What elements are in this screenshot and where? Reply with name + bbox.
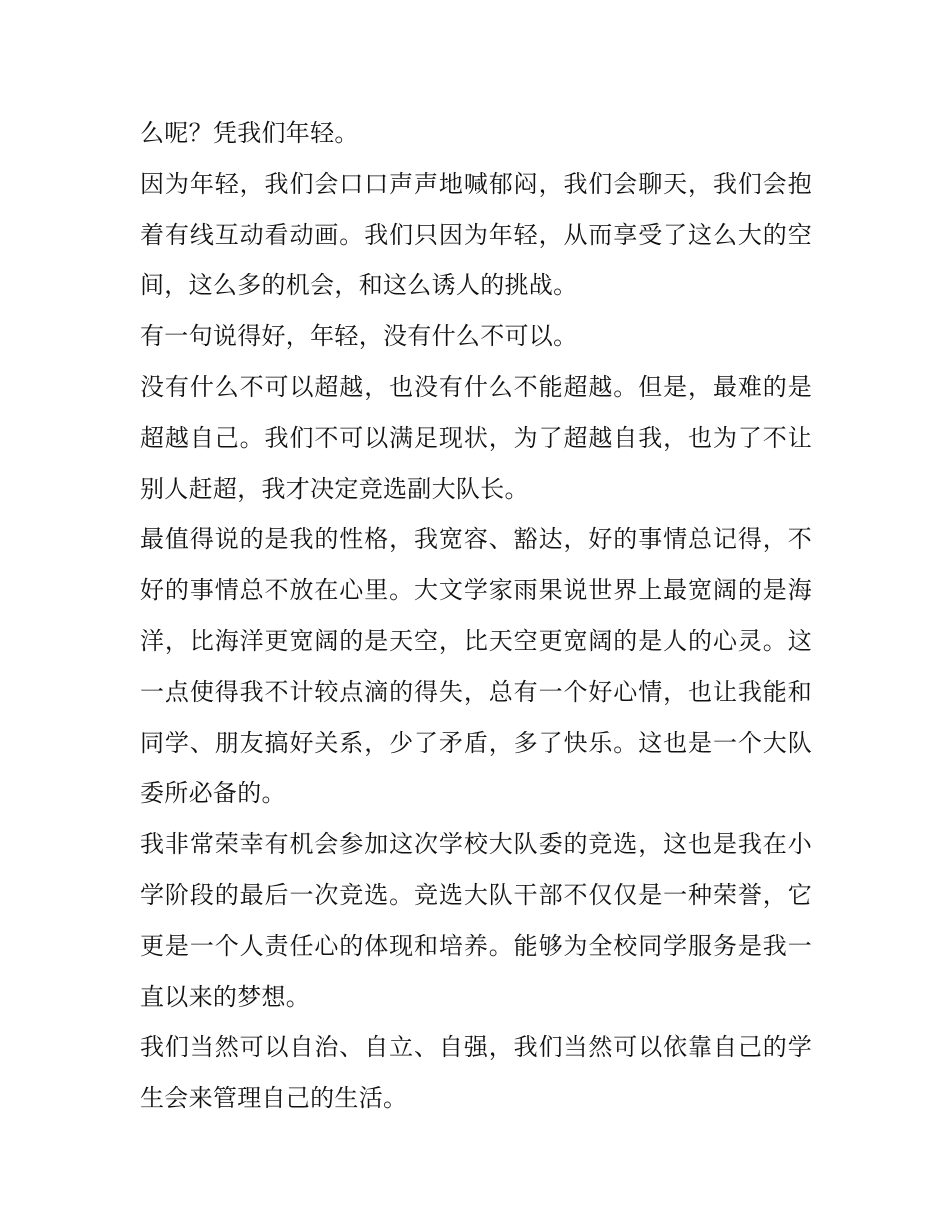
paragraph-6: 我非常荣幸有机会参加这次学校大队委的竞选，这也是我在小学阶段的最后一次竞选。竞选大队干部不仅仅是一种荣誉，它更是一个人责任心的体现和培养。能够为全校同学服务是我一直以来的梦想。 xyxy=(140,830,812,1011)
document-body xyxy=(140,108,812,1124)
paragraph-1: 么呢？凭我们年轻。 xyxy=(140,119,359,147)
paragraph-7: 我们当然可以自治、自立、自强，我们当然可以依靠自己的学生会来管理自己的生活。 xyxy=(140,1033,812,1113)
paragraph-2: 因为年轻，我们会口口声声地喊郁闷，我们会聊天，我们会抱着有线互动看动画。我们只因为年轻，从而享受了这么大的空间，这么多的机会，和这么诱人的挑战。 xyxy=(140,169,812,300)
paragraph-3: 有一句说得好，年轻，没有什么不可以。 xyxy=(140,322,578,351)
paragraph-5: 最值得说的是我的性格，我宽容、豁达，好的事情总记得，不好的事情总不放在心里。大文学家雨果说世界上最宽阔的是海洋，比海洋更宽阔的是天空，比天空更宽阔的是人的心灵。这一点使得我不计较点滴的得失，总有一个好心情，也让我能和同学、朋友搞好关系，少了矛盾，多了快乐。这也是一个大队委所必备的。 xyxy=(140,525,812,808)
paragraph-4: 没有什么不可以超越，也没有什么不能超越。但是，最难的是超越自己。我们不可以满足现状，为了超越自我，也为了不让别人赶超，我才决定竞选副大队长。 xyxy=(140,372,812,503)
